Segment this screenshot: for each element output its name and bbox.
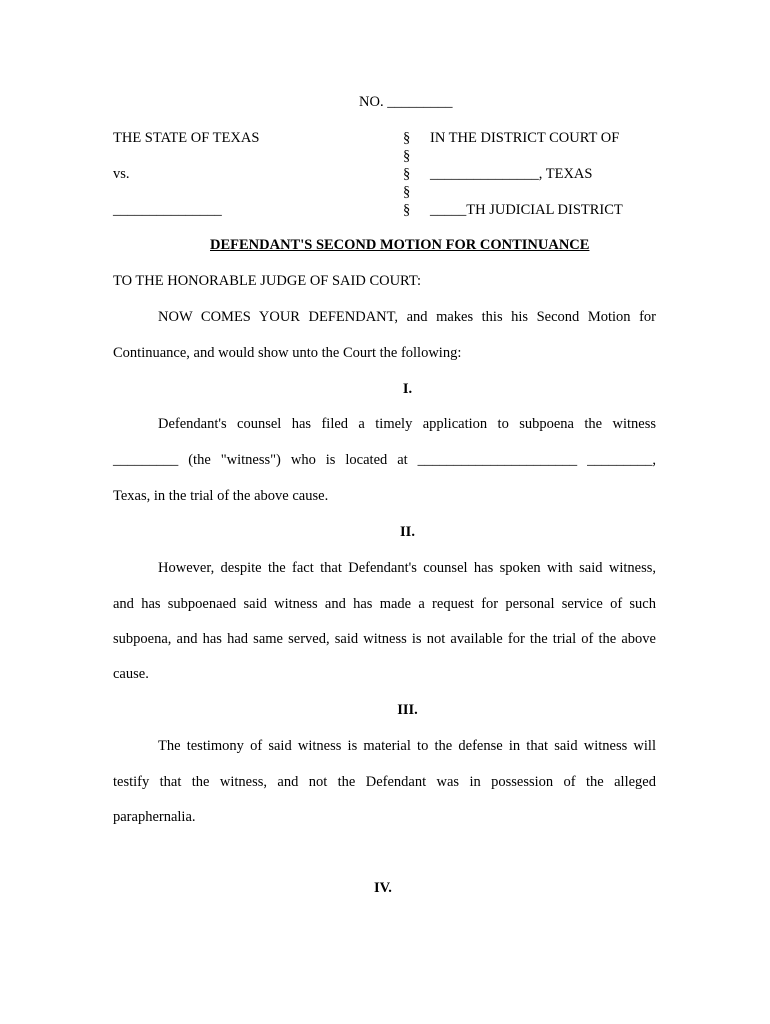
section-heading-i: I. <box>402 381 413 397</box>
caption-defendant-blank: _______________ <box>113 202 222 218</box>
section-heading-iii: III. <box>397 702 418 718</box>
section-symbol: § <box>403 130 411 146</box>
paragraph-line: paraphernalia. <box>113 809 196 825</box>
section-symbol: § <box>403 184 411 200</box>
intro-line: NOW COMES YOUR DEFENDANT, and makes this his Second Motion for <box>158 309 656 325</box>
paragraph-line: The testimony of said witness is material to the defense in that said witness will <box>158 738 656 754</box>
caption-judicial-district: _____TH JUDICIAL DISTRICT <box>430 202 623 218</box>
caption-court: IN THE DISTRICT COURT OF <box>430 130 620 146</box>
paragraph-line: cause. <box>113 666 149 682</box>
case-number: NO. _________ <box>359 94 453 110</box>
paragraph-line: _________ (the "witness") who is located at ______________________ _________, <box>113 452 656 468</box>
paragraph-line: Texas, in the trial of the above cause. <box>113 488 329 504</box>
salutation: TO THE HONORABLE JUDGE OF SAID COURT: <box>113 273 422 289</box>
section-symbol: § <box>403 148 411 164</box>
paragraph-line: Defendant's counsel has filed a timely application to subpoena the witness <box>158 416 656 432</box>
caption-party-state: THE STATE OF TEXAS <box>113 130 260 146</box>
caption-versus: vs. <box>113 166 130 182</box>
section-symbol: § <box>403 202 411 218</box>
paragraph-line: However, despite the fact that Defendant's counsel has spoken with said witness, <box>158 560 656 576</box>
paragraph-line: testify that the witness, and not the Defendant was in possession of the alleged <box>113 774 656 790</box>
document-title: DEFENDANT'S SECOND MOTION FOR CONTINUANCE <box>210 237 590 253</box>
paragraph-line: and has subpoenaed said witness and has made a request for personal service of such <box>113 596 656 612</box>
section-symbol: § <box>403 166 411 182</box>
section-heading-ii: II. <box>400 524 415 540</box>
section-heading-iv: IV. <box>374 880 392 896</box>
paragraph-line: subpoena, and has had same served, said witness is not available for the trial of the above <box>113 631 656 647</box>
intro-line: Continuance, and would show unto the Court the following: <box>113 345 462 361</box>
caption-county: _______________, TEXAS <box>430 166 593 182</box>
